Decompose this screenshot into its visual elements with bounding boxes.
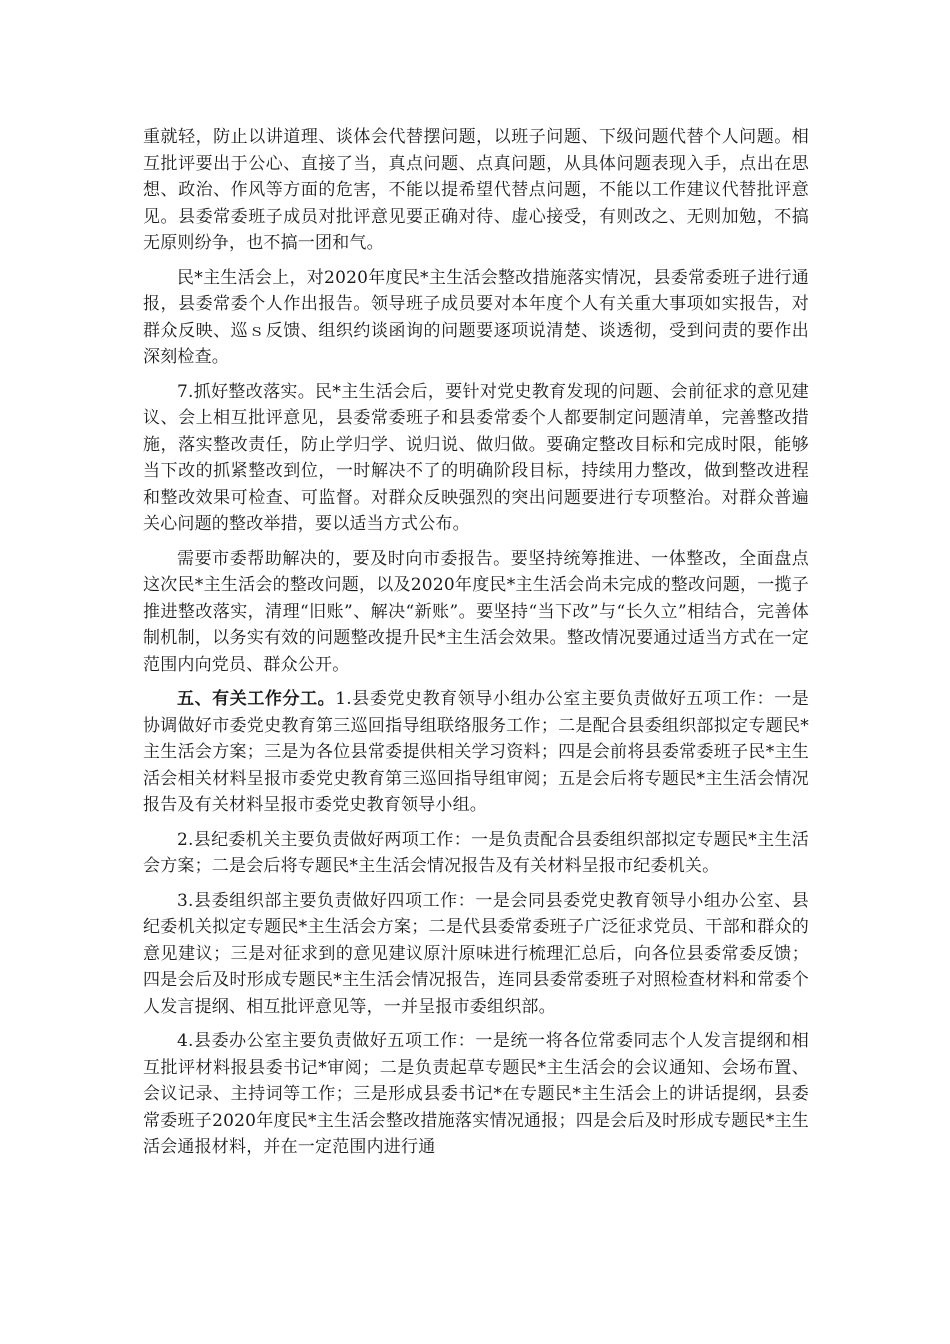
paragraph-2 bbox=[143, 265, 809, 371]
paragraph-text: 7.抓好整改落实。民*主生活会后，要针对党史教育发现的问题、会前征求的意见建议、会上相互批评意见，县委常委班子和县委常委个人都要制定问题清单，完善整改措施，落实整改责任，防止学归学、说归说、做归做。要确定整改目标和完成时限，能够当下改的抓紧整改到位，一时解决不了的明确阶段目标，持续用力整改，做到整改进程和整改效果可检查、可监督。对群众反映强烈的突出问题要进行专项整治。对群众普遍关心问题的整改举措，要以适当方式公布。 bbox=[143, 381, 809, 534]
paragraph-text: 1.县委党史教育领导小组办公室主要负责做好五项工作：一是协调做好市委党史教育第三巡回指导组联络服务工作；二是配合县委组织部拟定专题民*主生活会方案；三是为各位县常委提供相关学习资料；四是会前将县委常委班子民*主生活会相关材料呈报市委党史教育第三巡回指导组审阅；五是会后将专题民*主生活会情况报告及有关材料呈报市委党史教育领导小组。 bbox=[143, 689, 809, 815]
paragraph-3 bbox=[143, 379, 809, 538]
paragraph-8 bbox=[143, 1028, 809, 1161]
section-heading: 五、有关工作分工。 bbox=[177, 689, 336, 709]
paragraph-text: 重就轻，防止以讲道理、谈体会代替摆问题，以班子问题、下级问题代替个人问题。相互批评要出于公心、直接了当，真点问题、点真问题，从具体问题表现入手，点出在思想、政治、作风等方面的危害，不能以提希望代替点问题，不能以工作建议代替批评意见。县委常委班子成员对批评意见要正确对待、虚心接受，有则改之、无则加勉，不搞无原则纷争，也不搞一团和气。 bbox=[143, 127, 809, 253]
paragraph-1 bbox=[143, 124, 809, 257]
paragraph-text: 3.县委组织部主要负责做好四项工作：一是会同县委党史教育领导小组办公室、县纪委机关拟定专题民*主生活会方案；二是代县委常委班子广泛征求党员、干部和群众的意见建议；三是对征求到的意见建议原汁原味进行梳理汇总后，向各位县委常委反馈；四是会后及时形成专题民*主生活会情况报告，连同县委常委班子对照检查材料和常委个人发言提纲、相互批评意见等，一并呈报市委组织部。 bbox=[143, 890, 809, 1017]
paragraph-text: 4.县委办公室主要负责做好五项工作：一是统一将各位常委同志个人发言提纲和相互批评材料报县委书记*审阅；二是负责起草专题民*主生活会的会议通知、会场布置、会议记录、主持词等工作；三是形成县委书记*在专题民*主生活会上的讲话提纲，县委常委班子2020年度民*主生活会整改措施落实情况通报；四是会后及时形成专题民*主生活会通报材料，并在一定范围内进行通 bbox=[143, 1031, 809, 1157]
paragraph-text: 需要市委帮助解决的，要及时向市委报告。要坚持统筹推进、一体整改，全面盘点这次民*主生活会的整改问题，以及2020年度民*主生活会尚未完成的整改问题，一揽子推进整改落实，清理“旧账”、解决“新账”。要坚持“当下改”与“长久立”相结合，完善体制机制，以务实有效的问题整改提升民*主生活会效果。整改情况要通过适当方式在一定范围内向党员、群众公开。 bbox=[143, 548, 809, 675]
document-body bbox=[143, 124, 809, 1169]
paragraph-6 bbox=[143, 827, 809, 880]
paragraph-4 bbox=[143, 546, 809, 679]
paragraph-text: 民*主生活会上，对2020年度民*主生活会整改措施落实情况，县委常委班子进行通报，县委常委个人作出报告。领导班子成员要对本年度个人有关重大事项如实报告，对群众反映、巡ｓ反馈、组织约谈函询的问题要逐项说清楚、谈透彻，受到问责的要作出深刻检查。 bbox=[143, 267, 809, 367]
paragraph-5 bbox=[143, 686, 809, 819]
paragraph-7 bbox=[143, 888, 809, 1021]
paragraph-text: 2.县纪委机关主要负责做好两项工作：一是负责配合县委组织部拟定专题民*主生活会方案；二是会后将专题民*主生活会情况报告及有关材料呈报市纪委机关。 bbox=[143, 829, 809, 876]
